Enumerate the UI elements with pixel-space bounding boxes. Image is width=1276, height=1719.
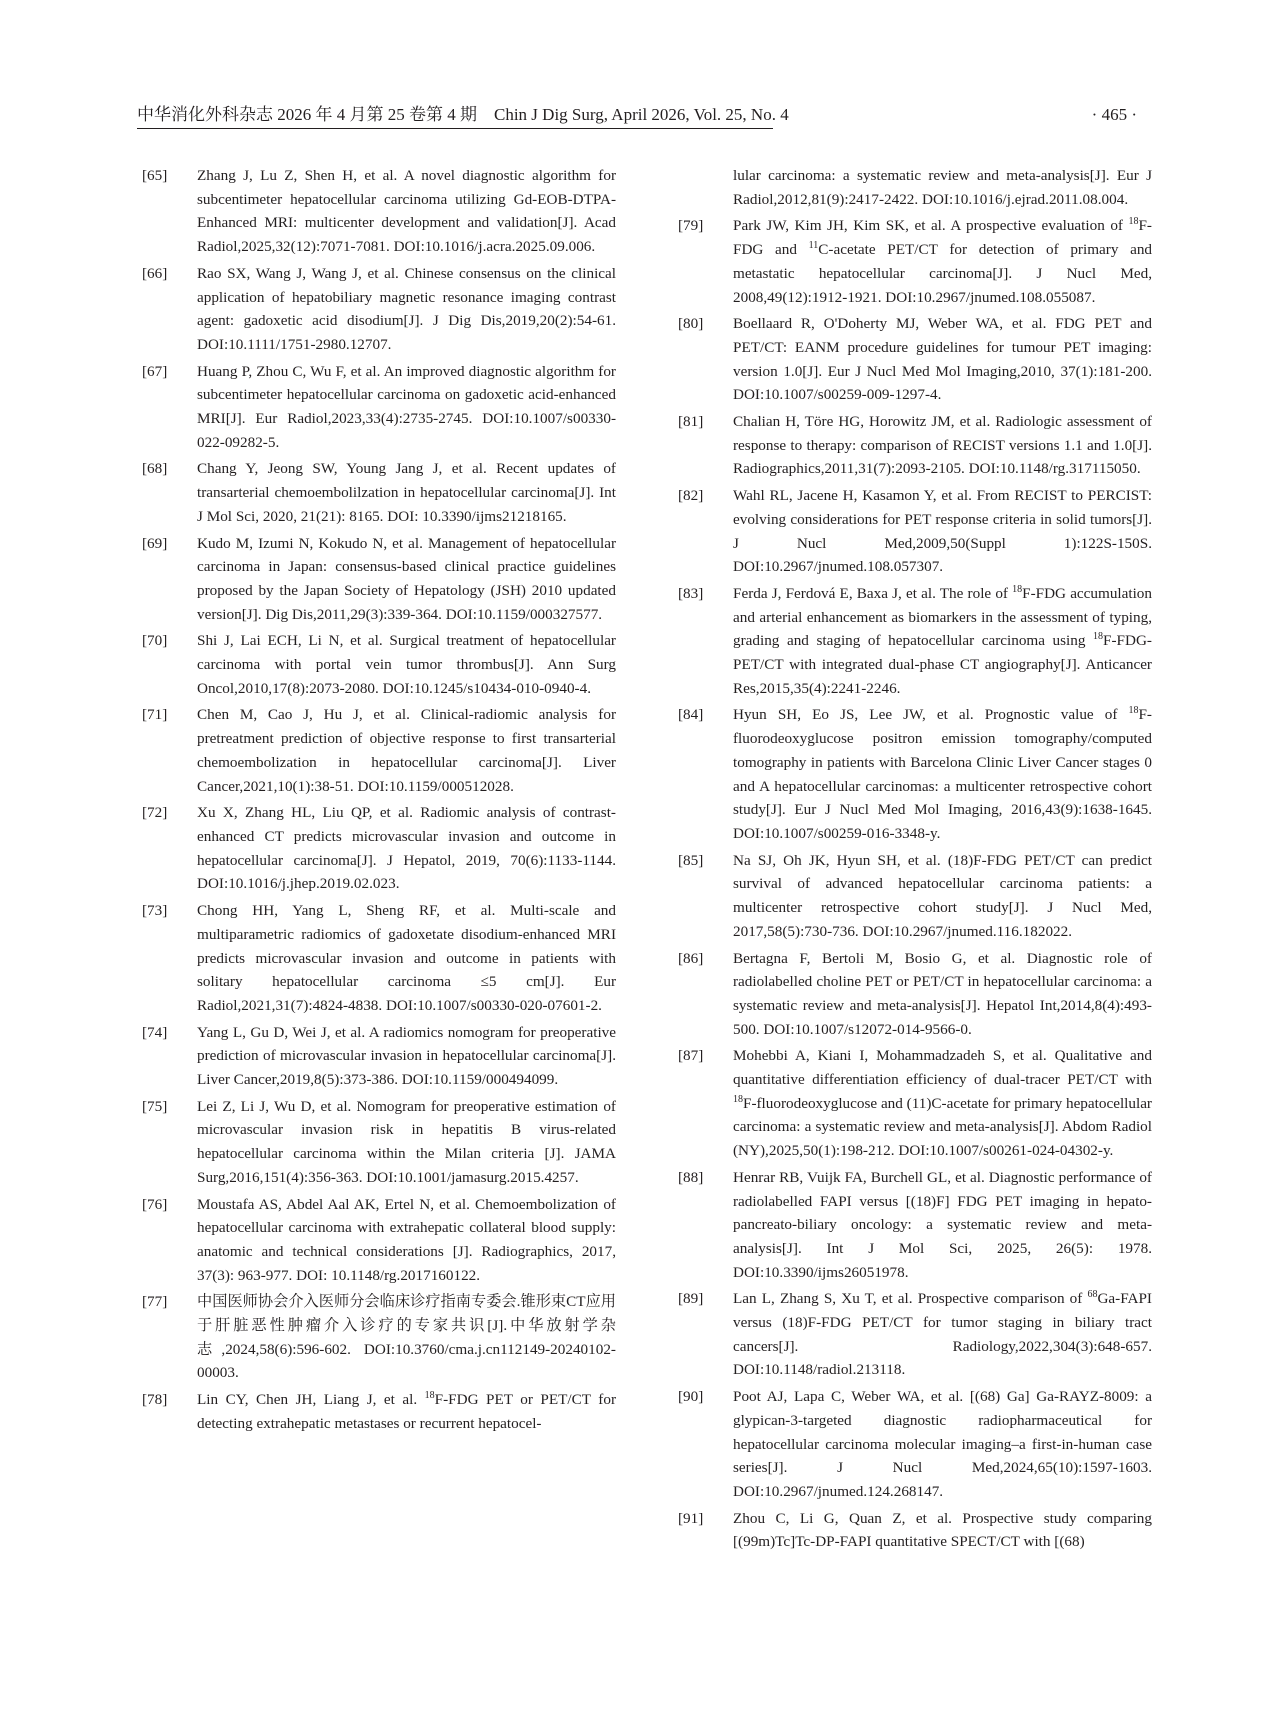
- reference-item: [678, 1287, 1152, 1382]
- reference-text-segment: Poot AJ, Lapa C, Weber WA, et al. [(68) Ga] Ga-RAYZ-8009: a glypican-3-targeted diagnostic radiopharmaceutical for hepatocellular carcinoma molecular imaging–a first-in-human case series[J]. J Nucl Med,2024,65(10):1597-1603. DOI:10.2967/jnumed.124.268147.: [733, 1388, 1152, 1500]
- reference-item: [142, 1095, 616, 1190]
- reference-number: [77]: [142, 1293, 168, 1311]
- reference-number: [75]: [142, 1097, 168, 1115]
- reference-number: [67]: [142, 362, 168, 380]
- reference-item: [142, 532, 616, 627]
- reference-number: [73]: [142, 902, 168, 920]
- isotope-superscript: 11: [808, 240, 819, 252]
- reference-text: [733, 1287, 1152, 1382]
- reference-number: [83]: [678, 584, 704, 602]
- reference-text-segment: Ga-FAPI versus (18)F-FDG PET/CT for tumor staging in biliary tract cancers[J]. Radiology,2022,304(3):648-657. DOI:10.1148/radiol.213118.: [733, 1290, 1152, 1379]
- reference-column-right: [678, 164, 1152, 1557]
- reference-text-segment: Kudo M, Izumi N, Kokudo N, et al. Management of hepatocellular carcinoma in Japan: consensus-based clinical practice guidelines proposed by the Japan Society of Hepatology (JSH) 2010 updated version[J]. Dig Dis,2011,29(3):339-364. DOI:10.1159/000327577.: [197, 534, 616, 623]
- reference-text-segment: 中国医师协会介入医师分会临床诊疗指南专委会.锥形束CT应用于肝脏恶性肿瘤介入诊疗的专家共识[J].中华放射学杂志,2024,58(6):596-602. DOI:10.3760/cma.j.cn112149-20240102-00003.: [197, 1293, 616, 1382]
- reference-text-segment: Park JW, Kim JH, Kim SK, et al. A prospective evaluation of: [733, 217, 1129, 235]
- reference-text-segment: Chen M, Cao J, Hu J, et al. Clinical-radiomic analysis for pretreatment prediction of objective response to first transarterial chemoembolization in hepatocellular carcinoma[J]. Liver Cancer,2021,10(1):38-51. DOI:10.1159/000512028.: [197, 706, 616, 795]
- reference-number: [78]: [142, 1391, 168, 1409]
- reference-number: [74]: [142, 1023, 168, 1041]
- isotope-superscript: 18: [1093, 631, 1104, 643]
- reference-number: [86]: [678, 949, 704, 967]
- reference-text: [733, 164, 1152, 211]
- reference-text-segment: F-FDG-PET/CT with integrated dual-phase CT angiography[J]. Anticancer Res,2015,35(4):2241-2246.: [733, 632, 1152, 697]
- reference-text: [197, 360, 616, 455]
- reference-text: [733, 703, 1152, 845]
- reference-text: [733, 1044, 1152, 1163]
- reference-item: [142, 1193, 616, 1288]
- page-number: · 465 ·: [1091, 105, 1137, 124]
- reference-text-segment: F-fluorodeoxyglucose positron emission tomography/computed tomography in patients with Barcelona Clinic Liver Cancer stages 0 and A hepatocellular carcinomas: a multicenter retrospective cohort study[J]. Eur J Nucl Med Mol Imaging, 2016,43(9):1638-1645. DOI:10.1007/s00259-016-3348-y.: [733, 706, 1152, 842]
- reference-text-segment: Lin CY, Chen JH, Liang J, et al.: [197, 1391, 425, 1409]
- reference-text: [197, 1021, 616, 1092]
- reference-item: [142, 262, 616, 357]
- reference-text-segment: Zhang J, Lu Z, Shen H, et al. A novel diagnostic algorithm for subcentimeter hepatocellular carcinoma utilizing Gd-EOB-DTPA-Enhanced MRI: multicenter development and validation[J]. Acad Radiol,2025,32(12):7071-7081. DOI:10.1016/j.acra.2025.09.006.: [197, 167, 616, 256]
- reference-text: [197, 1095, 616, 1190]
- isotope-superscript: 18: [424, 1390, 435, 1402]
- reference-number: [85]: [678, 851, 704, 869]
- reference-text-segment: Shi J, Lai ECH, Li N, et al. Surgical treatment of hepatocellular carcinoma with portal vein tumor thrombus[J]. Ann Surg Oncol,2010,17(8):2073-2080. DOI:10.1245/s10434-010-0940-4.: [197, 632, 616, 697]
- reference-item: [678, 484, 1152, 579]
- reference-text-segment: F-fluorodeoxyglucose and (11)C-acetate for primary hepatocellular carcinoma: a systematic review and meta-analysis[J]. Abdom Radiol (NY),2025,50(1):198-212. DOI:10.1007/s00261-024-04302-y.: [733, 1094, 1152, 1160]
- reference-text: [197, 1290, 616, 1385]
- reference-text: [197, 801, 616, 896]
- reference-item: [142, 703, 616, 798]
- reference-item: [678, 1044, 1152, 1163]
- reference-text-segment: Wahl RL, Jacene H, Kasamon Y, et al. From RECIST to PERCIST: evolving considerations for PET response criteria in solid tumors[J]. J Nucl Med,2009,50(Suppl 1):122S-150S. DOI:10.2967/jnumed.108.057307.: [733, 487, 1152, 576]
- reference-number: [89]: [678, 1290, 704, 1308]
- reference-number: [68]: [142, 460, 168, 478]
- header-rule: [137, 128, 773, 129]
- reference-item: [142, 629, 616, 700]
- reference-number: [80]: [678, 315, 704, 333]
- reference-text-segment: Zhou C, Li G, Quan Z, et al. Prospective study comparing [(99m)Tc]Tc-DP-FAPI quantitative SPECT/CT with [(68): [733, 1509, 1152, 1551]
- reference-number: [65]: [142, 167, 168, 184]
- isotope-superscript: 18: [733, 1093, 743, 1105]
- reference-text: [197, 1388, 616, 1435]
- reference-number: [69]: [142, 534, 168, 552]
- reference-number: [70]: [142, 632, 168, 650]
- reference-text: [733, 1507, 1152, 1554]
- reference-number: [91]: [678, 1509, 704, 1527]
- running-header: [137, 104, 1137, 130]
- reference-text-segment: Na SJ, Oh JK, Hyun SH, et al. (18)F-FDG PET/CT can predict survival of advanced hepatocellular carcinoma patients: a multicenter retrospective cohort study[J]. J Nucl Med, 2017,58(5):730-736. DOI:10.2967/jnumed.116.182022.: [733, 851, 1152, 940]
- reference-text: [197, 703, 616, 798]
- reference-text-segment: Bertagna F, Bertoli M, Bosio G, et al. Diagnostic role of radiolabelled choline PET or PET/CT in hepatocellular carcinoma: a systematic review and meta-analysis[J]. Hepatol Int,2014,8(4):493-500. DOI:10.1007/s12072-014-9566-0.: [733, 949, 1152, 1038]
- reference-text-segment: Hyun SH, Eo JS, Lee JW, et al. Prognostic value of: [733, 706, 1129, 724]
- reference-number: [79]: [678, 217, 704, 235]
- isotope-superscript: 68: [1087, 1289, 1098, 1301]
- reference-item: [142, 164, 616, 259]
- reference-item: [678, 410, 1152, 481]
- reference-number: [82]: [678, 487, 704, 505]
- reference-text: [733, 1166, 1152, 1285]
- reference-text-segment: Moustafa AS, Abdel Aal AK, Ertel N, et al. Chemoembolization of hepatocellular carcinoma with extrahepatic collateral blood supply: anatomic and technical considerations [J]. Radiographics, 2017, 37(3): 963-977. DOI: 10.1148/rg.2017160122.: [197, 1195, 616, 1284]
- reference-text: [197, 457, 616, 528]
- reference-text-segment: Lan L, Zhang S, Xu T, et al. Prospective comparison of: [733, 1290, 1088, 1308]
- reference-number: [88]: [678, 1168, 704, 1186]
- reference-text: [733, 410, 1152, 481]
- reference-text-segment: Lei Z, Li J, Wu D, et al. Nomogram for preoperative estimation of microvascular invasion risk in hepatitis B virus-related hepatocellular carcinoma within the Milan criteria [J]. JAMA Surg,2016,151(4):356-363. DOI:10.1001/jamasurg.2015.4257.: [197, 1097, 616, 1186]
- reference-number: [90]: [678, 1388, 704, 1406]
- isotope-superscript: 18: [1012, 583, 1023, 595]
- reference-item: [678, 312, 1152, 407]
- reference-text-segment: F-FDG and: [733, 217, 1152, 259]
- reference-item: [678, 164, 1152, 211]
- reference-item: [142, 360, 616, 455]
- isotope-superscript: 18: [1128, 216, 1139, 228]
- reference-number: [84]: [678, 706, 704, 724]
- reference-item: [142, 801, 616, 896]
- reference-number: [76]: [142, 1195, 168, 1213]
- reference-number: [81]: [678, 413, 704, 431]
- reference-text-segment: Chalian H, Töre HG, Horowitz JM, et al. Radiologic assessment of response to therapy: comparison of RECIST versions 1.1 and 1.0[J]. Radiographics,2011,31(7):2093-2105. DOI:10.1148/rg.317115050.: [733, 413, 1152, 478]
- reference-text: [733, 947, 1152, 1042]
- reference-text-segment: Yang L, Gu D, Wei J, et al. A radiomics nomogram for preoperative prediction of microvascular invasion in hepatocellular carcinoma[J]. Liver Cancer,2019,8(5):373-386. DOI:10.1159/000494099.: [197, 1023, 616, 1089]
- journal-citation: 中华消化外科杂志 2026 年 4 月第 25 卷第 4 期 Chin J Dig Surg, April 2026, Vol. 25, No. 4: [137, 105, 789, 124]
- reference-text-segment: Chong HH, Yang L, Sheng RF, et al. Multi-scale and multiparametric radiomics of gadoxetate disodium-enhanced MRI predicts microvascular invasion and outcome in patients with solitary hepatocellular carcinoma ≤5 cm[J]. Eur Radiol,2021,31(7):4824-4838. DOI:10.1007/s00330-020-07601-2.: [197, 902, 616, 1014]
- reference-item: [678, 582, 1152, 701]
- reference-item: [678, 1385, 1152, 1504]
- reference-text-segment: F-FDG accumulation and arterial enhancement as biomarkers in the assessment of typing, grading and staging of hepatocellular carcinoma using: [733, 584, 1152, 650]
- reference-item: [142, 1021, 616, 1092]
- reference-text-segment: Ferda J, Ferdová E, Baxa J, et al. The role of: [733, 584, 1013, 602]
- reference-text: [197, 899, 616, 1018]
- reference-text-segment: Mohebbi A, Kiani I, Mohammadzadeh S, et al. Qualitative and quantitative differentiation efficiency of dual-tracer PET/CT with: [733, 1047, 1152, 1089]
- reference-item: [678, 703, 1152, 845]
- reference-item: [678, 947, 1152, 1042]
- reference-number: [87]: [678, 1047, 704, 1065]
- isotope-superscript: 18: [1128, 705, 1139, 717]
- reference-text-segment: F-FDG PET or PET/CT for detecting extrahepatic metastases or recurrent hepatocel-: [197, 1391, 616, 1432]
- reference-text: [733, 484, 1152, 579]
- reference-number: [72]: [142, 804, 168, 822]
- reference-item: [142, 457, 616, 528]
- reference-text-segment: Henrar RB, Vuijk FA, Burchell GL, et al. Diagnostic performance of radiolabelled FAPI versus [(18)F] FDG PET imaging in hepato-pancreato-biliary oncology: a systematic review and meta-analysis[J]. Int J Mol Sci, 2025, 26(5): 1978. DOI:10.3390/ijms26051978.: [733, 1168, 1152, 1281]
- reference-text-segment: lular carcinoma: a systematic review and meta-analysis[J]. Eur J Radiol,2012,81(9):2417-2422. DOI:10.1016/j.ejrad.2011.08.004.: [733, 167, 1152, 208]
- reference-item: [142, 1290, 616, 1385]
- reference-text: [733, 1385, 1152, 1504]
- reference-item: [678, 849, 1152, 944]
- reference-text: [197, 164, 616, 259]
- reference-item: [678, 214, 1152, 309]
- reference-text-segment: Xu X, Zhang HL, Liu QP, et al. Radiomic analysis of contrast-enhanced CT predicts microvascular invasion and outcome in hepatocellular carcinoma[J]. J Hepatol, 2019, 70(6):1133-1144. DOI:10.1016/j.jhep.2019.02.023.: [197, 804, 616, 893]
- reference-item: [678, 1507, 1152, 1554]
- reference-column-left: [142, 164, 616, 1439]
- reference-text: [733, 312, 1152, 407]
- reference-text: [197, 262, 616, 357]
- reference-number: [66]: [142, 264, 168, 282]
- reference-text: [733, 214, 1152, 309]
- reference-text: [733, 849, 1152, 944]
- reference-text-segment: Rao SX, Wang J, Wang J, et al. Chinese consensus on the clinical application of hepatobiliary magnetic resonance imaging contrast agent: gadoxetic acid disodium[J]. J Dig Dis,2019,20(2):54-61. DOI:10.1111/1751-2980.12707.: [197, 264, 616, 353]
- reference-text-segment: Huang P, Zhou C, Wu F, et al. An improved diagnostic algorithm for subcentimeter hepatocellular carcinoma on gadoxetic acid-enhanced MRI[J]. Eur Radiol,2023,33(4):2735-2745. DOI:10.1007/s00330-022-09282-5.: [197, 362, 616, 451]
- reference-text: [733, 582, 1152, 701]
- reference-text: [197, 532, 616, 627]
- reference-item: [142, 899, 616, 1018]
- reference-number: [71]: [142, 706, 168, 724]
- reference-item: [142, 1388, 616, 1435]
- reference-text: [197, 629, 616, 700]
- reference-text-segment: Boellaard R, O'Doherty MJ, Weber WA, et al. FDG PET and PET/CT: EANM procedure guidelines for tumour PET imaging: version 1.0[J]. Eur J Nucl Med Mol Imaging,2010, 37(1):181-200. DOI:10.1007/s00259-009-1297-4.: [733, 315, 1152, 404]
- reference-text: [197, 1193, 616, 1288]
- reference-item: [678, 1166, 1152, 1285]
- reference-text-segment: C-acetate PET/CT for detection of primary and metastatic hepatocellular carcinoma[J]. J Nucl Med, 2008,49(12):1912-1921. DOI:10.2967/jnumed.108.055087.: [733, 241, 1153, 306]
- reference-text-segment: Chang Y, Jeong SW, Young Jang J, et al. Recent updates of transarterial chemoembolilzation in hepatocellular carcinoma[J]. Int J Mol Sci, 2020, 21(21): 8165. DOI: 10.3390/ijms21218165.: [197, 460, 616, 525]
